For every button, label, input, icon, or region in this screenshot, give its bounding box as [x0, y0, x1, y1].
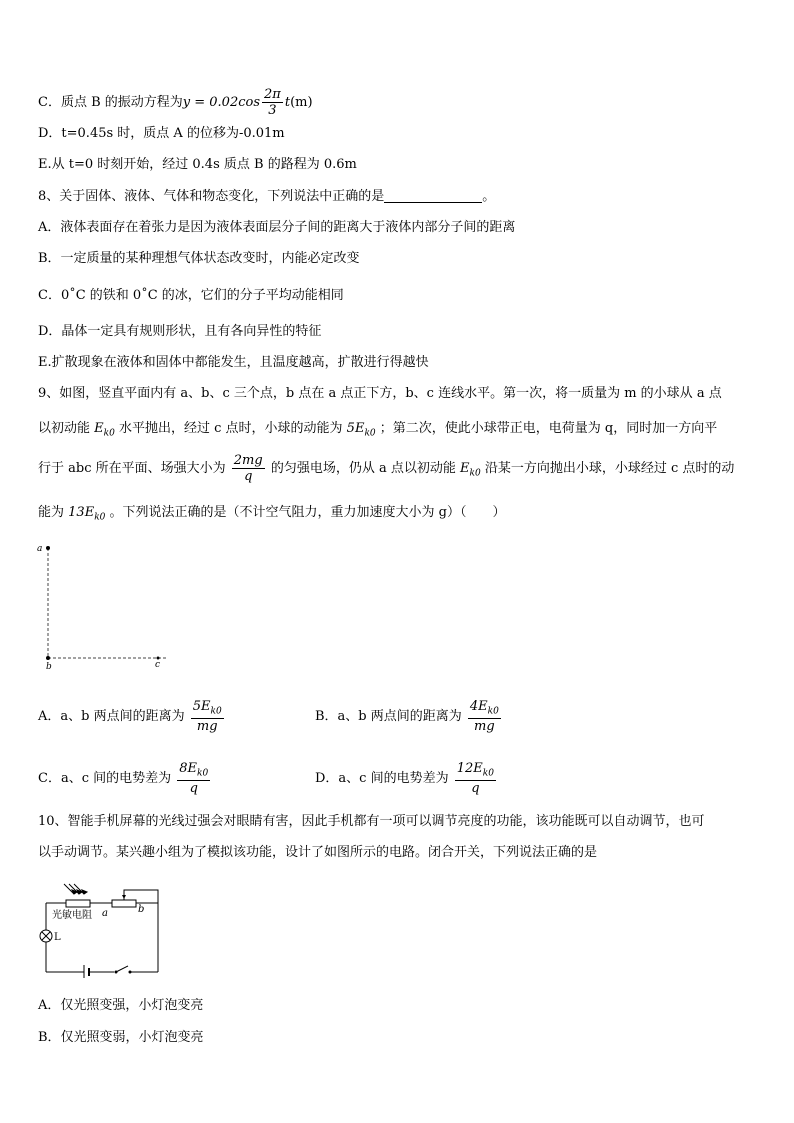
field-strength-fraction: $\frac{2mg}{q}$: [233, 453, 263, 484]
light-rays-icon: [64, 884, 87, 894]
q7-option-e: E.从 t=0 时刻开始，经过 0.4s 质点 B 的路程为 0.6m: [38, 157, 357, 172]
q9-stem-line4: 能为 $13E_{k0}$ 。下列说法正确的是（不计空气阻力，重力加速度大小为 g）（ ）: [38, 505, 506, 523]
q9-option-a: A．a、b 两点间的距离为 $\frac{5E_{k0}}{mg}$: [38, 699, 222, 734]
q8-option-d: D．晶体一定具有规则形状，且有各向异性的特征: [38, 324, 322, 339]
q10-option-a: A．仅光照变强，小灯泡变亮: [38, 998, 204, 1013]
q9-option-c: C．a、c 间的电势差为 $\frac{8E_{k0}}{q}$: [38, 761, 209, 796]
photoresistor: [66, 900, 90, 907]
q9-stem-line3: 行于 abc 所在平面、场强大小为 $\frac{2mg}{q}$ 的匀强电场，仍从 a 点以初动能 $E_{k0}$ 沿某一方向抛出小球，小球经过 c 点时的动: [38, 453, 735, 484]
q9-stem-line2: 以初动能 $E_{k0}$ 水平抛出，经过 c 点时，小球的动能为 $5E_{k0}$ ；第二次，使此小球带正电，电荷量为 q，同时加一方向平: [38, 421, 718, 439]
q9-option-d: D．a、c 间的电势差为 $\frac{12E_{k0}}{q}$: [315, 761, 494, 796]
q8-stem: 8、关于固体、液体、气体和物态变化，下列说法中正确的是 。: [38, 189, 496, 204]
q10-option-b: B．仅光照变弱，小灯泡变亮: [38, 1030, 204, 1045]
answer-blank: [384, 190, 482, 203]
terminal-a-label: a: [102, 908, 108, 919]
q8-option-c: C．0˚C 的铁和 0˚C 的冰，它们的分子平均动能相同: [38, 288, 344, 303]
label-a: a: [37, 544, 43, 554]
q9-option-b: B．a、b 两点间的距离为 $\frac{4E_{k0}}{mg}$: [315, 699, 499, 734]
q7-option-d: D．t=0.45s 时，质点 A 的位移为-0.01m: [38, 126, 285, 141]
q8-option-a: A．液体表面存在着张力是因为液体表面层分子间的距离大于液体内部分子间的距离: [38, 220, 516, 235]
label-c: c: [155, 660, 161, 670]
terminal-b-label: b: [138, 904, 145, 915]
q7-eq-fraction: $\frac{2\pi}{3}$: [264, 87, 281, 118]
q7-eq-lhs: y = 0.02cos: [182, 95, 260, 110]
q7-option-c-text: C．质点 B 的振动方程为: [38, 95, 183, 110]
switch-icon: [116, 966, 128, 972]
q10-stem-line2: 以手动调节。某兴趣小组为了模拟该功能，设计了如图所示的电路。闭合开关，下列说法正确的是: [38, 845, 598, 860]
photoresistor-label: 光敏电阻: [52, 910, 92, 921]
q9-stem-line1: 9、如图，竖直平面内有 a、b、c 三个点，b 点在 a 点正下方，b、c 连线水平。第一次，将一质量为 m 的小球从 a 点: [38, 386, 722, 401]
label-b: b: [46, 662, 52, 670]
q8-option-b: B．一定质量的某种理想气体状态改变时，内能必定改变: [38, 251, 360, 266]
rheostat: [112, 900, 136, 907]
point-b: [46, 656, 50, 660]
point-a: [46, 546, 50, 550]
q10-circuit-figure: [36, 880, 166, 978]
q7-option-c: C．质点 B 的振动方程为y = 0.02cos $\frac{2\pi}{3}$ t(m): [38, 87, 313, 118]
lamp-label: L: [54, 932, 61, 943]
slider-arrow-icon: [122, 895, 126, 899]
q9-figure: [32, 538, 182, 670]
q8-option-e: E.扩散现象在液体和固体中都能发生，且温度越高，扩散进行得越快: [38, 355, 429, 370]
q10-stem-line1: 10、智能手机屏幕的光线过强会对眼睛有害，因此手机都有一项可以调节亮度的功能，该功能既可以自动调节，也可: [38, 814, 705, 829]
